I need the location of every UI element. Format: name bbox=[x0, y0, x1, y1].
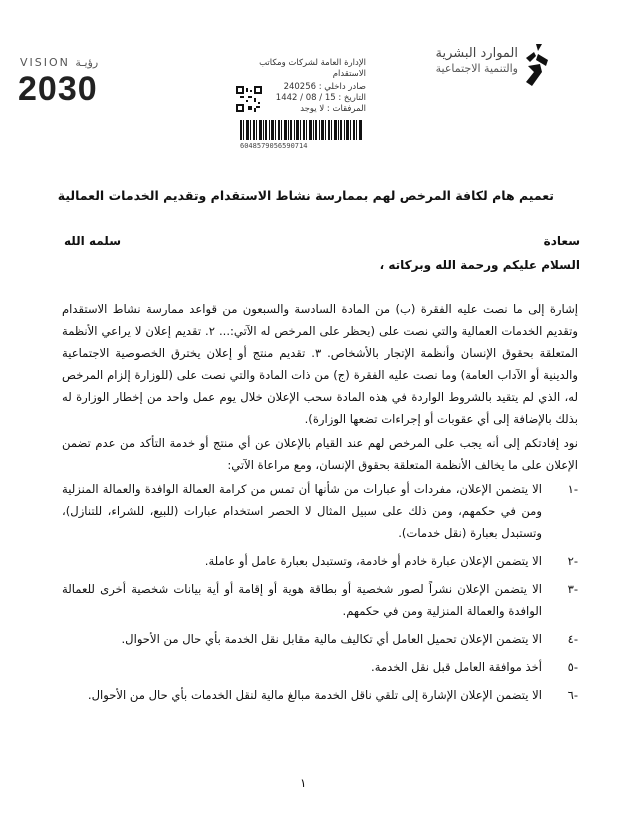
list-item bbox=[62, 684, 578, 706]
vision-label: VISION ﺭﺅﻳـﺔ bbox=[20, 56, 99, 69]
page-title: تعميم هام لكافة المرخص لهم بممارسة نشاط الاستقدام وتقديم الخدمات العمالية bbox=[57, 188, 554, 203]
ref-department-line2: الاستقدام bbox=[332, 69, 366, 79]
ministry-mark-icon bbox=[522, 42, 552, 88]
list-item bbox=[62, 550, 578, 572]
paragraph-notice: نود إفادتكم إلى أنه يجب على المرخص لهم عند القيام بالإعلان عن أي منتج أو خدمة التأكد من عدم تضمن الإعلان على ما يخالف الأنظمة المتعلقة بحقوق الإنسان، ومع مراعاة الآتي: bbox=[62, 436, 578, 472]
salutation: سعادة bbox=[543, 234, 580, 248]
list-item bbox=[62, 578, 578, 622]
ref-outgoing-number: صادر داخلي : 240256 bbox=[283, 82, 366, 92]
ministry-name-line1: الموارد البشرية bbox=[435, 46, 518, 61]
list-item-number: -٥ bbox=[567, 660, 578, 674]
vision-2030-logo bbox=[18, 56, 158, 106]
list-item bbox=[62, 656, 578, 678]
list-item-number: -٤ bbox=[567, 632, 578, 646]
ref-attachments: المرفقات : لا يوجد bbox=[300, 104, 366, 114]
greeting: السلام عليكم ورحمة الله وبركاته ، bbox=[379, 258, 580, 272]
list-item-number: -٦ bbox=[567, 688, 578, 702]
list-item-text: أخذ موافقة العامل قبل نقل الخدمة. bbox=[371, 660, 542, 674]
list-item-text: الا يتضمن الإعلان نشراً لصور شخصية أو بطاقة هوية أو إقامة أو أية بيانات شخصية أخرى للعمالة الوافدة والعمالة المنزلية ومن في حكمهم. bbox=[62, 582, 542, 618]
list-item-text: الا يتضمن الإعلان الإشارة إلى تلقي ناقل الخدمة مبالغ مالية لنقل الخدمات بأي حال من الأحوال. bbox=[87, 688, 542, 702]
page-number: ١ bbox=[300, 776, 307, 790]
ministry-name bbox=[436, 46, 518, 76]
list-item-text: الا يتضمن الإعلان عبارة خادم أو خادمة، وتستبدل بعبارة عامل أو عاملة. bbox=[204, 554, 542, 568]
list-item-number: -٢ bbox=[567, 554, 578, 568]
vision-year: 2030 bbox=[18, 70, 98, 108]
list-item-text: الا يتضمن الإعلان تحميل العامل أي تكاليف مالية مقابل نقل الخدمة بأي حال من الأحوال. bbox=[121, 632, 542, 646]
reference-stamp bbox=[226, 58, 366, 168]
ref-date: التاريخ : 15 / 08 / 1442 bbox=[275, 93, 366, 103]
qr-code-icon bbox=[236, 86, 262, 112]
blessing: سلمه الله bbox=[64, 234, 121, 248]
ministry-name-line2: والتنمية الاجتماعية bbox=[435, 62, 518, 75]
list-item bbox=[62, 628, 578, 650]
list-item-text: الا يتضمن الإعلان، مفردات أو عبارات من شأنها أن تمس من كرامة العمالة الوافدة والعمالة المنزلية ومن في حكمهم، ومن ذلك على سبيل المثال لا الحصر استخدام عبارات (للبيع، للشراء، للتنازل)، وتستبدل بعبارة (نقل خدمات). bbox=[62, 482, 542, 540]
list-item-number: -٣ bbox=[567, 582, 578, 596]
barcode-icon bbox=[240, 120, 362, 140]
list-item-number: -١ bbox=[567, 482, 578, 496]
ministry-logo bbox=[432, 42, 552, 92]
barcode-number: 6048579056590714 bbox=[240, 142, 308, 150]
ref-department-line1: الإدارة العامة لشركات ومكاتب bbox=[259, 58, 366, 68]
requirements-list bbox=[62, 478, 578, 712]
paragraph-reference: إشارة إلى ما نصت عليه الفقرة (ب) من المادة السادسة والسبعون من قواعد ممارسة نشاط الاستقدام وتقديم الخدمات العمالية والتي نصت على (يحظر على المرخص له الآتي:... ٢. تقديم إعلان لا يراعي الأنظمة المتعلقة بحقوق الإنسان وأنظمة الإتجار بالأشخاص. ٣. تقديم منتج أو إعلان يخترق الخصوصية الاجتماعية والدينية أو الآداب العامة) وما نصت عليه الفقرة (ج) من ذات المادة والتي نصت على (للوزارة إلزام المرخص له، الذي لم يتقيد بالشروط الواردة في هذه المادة سحب الإعلان خلال يوم عمل واحد من إخطار الوزارة له بذلك بالإضافة إلى أي عقوبات أو إجراءات تضعها الوزارة). bbox=[62, 302, 579, 426]
list-item bbox=[62, 478, 578, 544]
